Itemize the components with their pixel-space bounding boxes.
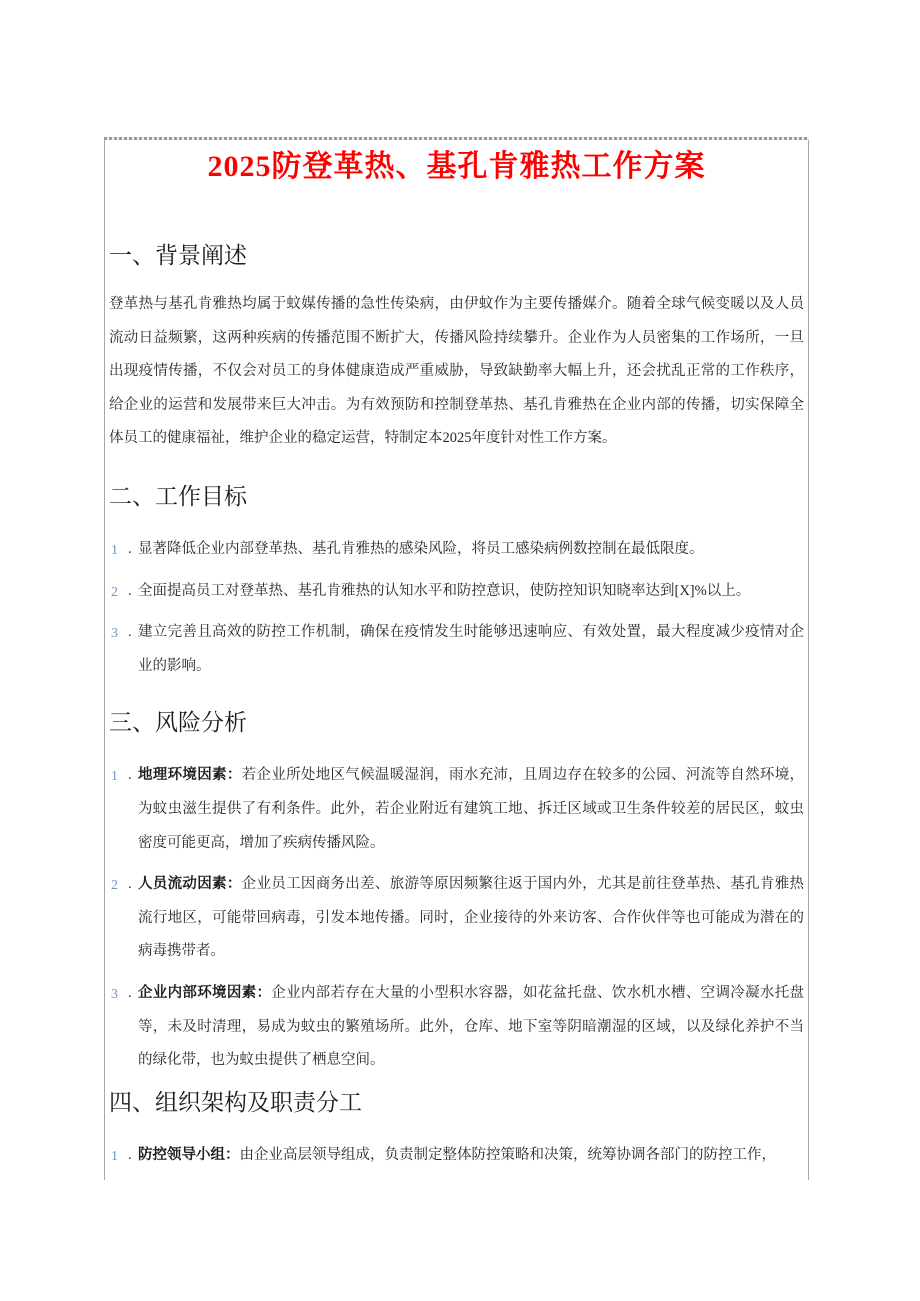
document-page <box>104 140 809 1180</box>
list-item-separator: . <box>128 876 132 893</box>
section-heading: 三、风险分析 <box>109 710 247 736</box>
list-item <box>109 1139 804 1173</box>
list-item-text: 显著降低企业内部登革热、基孔肯雅热的感染风险，将员工感染病例数控制在最低限度。 <box>138 540 704 557</box>
section-heading: 一、背景阐述 <box>109 243 247 268</box>
list-item-content <box>138 876 804 959</box>
document-title: 2025防登革热、基孔肯雅热工作方案 <box>207 150 706 183</box>
list-item-text: 企业内部若存在大量的小型积水容器，如花盆托盘、饮水机水槽、空调冷凝水托盘等，未及时清理，易成为蚊虫的繁殖场所。此外，仓库、地下室等阴暗潮湿的区域，以及绿化养护不当的绿化带，也为蚊虫提供了栖息空间。 <box>138 984 805 1069</box>
section-heading: 二、工作目标 <box>109 483 247 509</box>
section <box>109 1088 804 1173</box>
list-item-separator: . <box>128 624 132 641</box>
section <box>109 482 804 683</box>
section-heading: 四、组织架构及职责分工 <box>109 1089 362 1115</box>
list-item-number: 3 <box>111 986 118 1002</box>
document-body <box>109 241 804 1172</box>
numbered-list <box>109 533 804 683</box>
list-item-content <box>138 985 804 1068</box>
list-item <box>109 533 804 567</box>
list-item-text: 企业员工因商务出差、旅游等原因频繁往返于国内外，尤其是前往登革热、基孔肯雅热流行地区，可能带回病毒，引发本地传播。同时，企业接待的外来访客、合作伙伴等也可能成为潜在的病毒携带者。 <box>138 876 805 960</box>
list-item-separator: . <box>128 1146 132 1163</box>
list-item <box>109 868 804 969</box>
list-item <box>109 759 804 860</box>
section <box>109 241 804 456</box>
list-item-number: 3 <box>111 626 118 642</box>
list-item-separator: . <box>128 984 132 1001</box>
list-item-number: 2 <box>111 584 118 600</box>
list-item-content <box>138 583 750 599</box>
list-item-lead: 企业内部环境因素： <box>138 984 272 1001</box>
list-item-number: 1 <box>111 542 118 558</box>
list-item-content <box>138 1147 776 1163</box>
list-item-text: 全面提高员工对登革热、基孔肯雅热的认知水平和防控意识，使防控知识知晓率达到[X]%以上。 <box>138 582 751 599</box>
list-item-lead: 地理环境因素： <box>138 767 242 784</box>
list-item-number: 2 <box>111 878 118 894</box>
numbered-list <box>109 759 804 1077</box>
list-item-separator: . <box>128 540 132 557</box>
numbered-list <box>109 1139 804 1173</box>
list-item <box>109 977 804 1078</box>
list-item-lead: 人员流动因素： <box>138 876 242 893</box>
list-item-separator: . <box>128 767 132 784</box>
list-item-number: 1 <box>111 769 118 785</box>
list-item-content <box>138 541 704 557</box>
list-item-content <box>138 624 804 674</box>
list-item <box>109 616 804 683</box>
list-item-text: 若企业所处地区气候温暖湿润，雨水充沛，且周边存在较多的公园、河流等自然环境，为蚊虫滋生提供了有利条件。此外，若企业附近有建筑工地、拆迁区域或卫生条件较差的居民区，蚊虫密度可能更高，增加了疾病传播风险。 <box>138 767 805 851</box>
list-item-separator: . <box>128 582 132 599</box>
list-item-number: 1 <box>111 1148 118 1164</box>
list-item-content <box>138 767 804 850</box>
list-item-text: 建立完善且高效的防控工作机制，确保在疫情发生时能够迅速响应、有效处置，最大程度减少疫情对企业的影响。 <box>138 624 804 674</box>
list-item-lead: 防控领导小组： <box>138 1146 240 1163</box>
body-paragraph: 登革热与基孔肯雅热均属于蚊媒传播的急性传染病，由伊蚊作为主要传播媒介。随着全球气候变暖以及人员流动日益频繁，这两种疾病的传播范围不断扩大，传播风险持续攀升。企业作为人员密集的工作场所，一旦出现疫情传播，不仅会对员工的身体健康造成严重威胁，导致缺勤率大幅上升，还会扰乱正常的工作秩序，给企业的运营和发展带来巨大冲击。为有效预防和控制登革热、基孔肯雅热在企业内部的传播，切实保障全体员工的健康福祉，维护企业的稳定运营，特制定本2025年度针对性工作方案。 <box>109 296 804 447</box>
list-item-text: 由企业高层领导组成，负责制定整体防控策略和决策，统筹协调各部门的防控工作， <box>239 1146 776 1163</box>
list-item <box>109 575 804 609</box>
section <box>109 708 804 1077</box>
